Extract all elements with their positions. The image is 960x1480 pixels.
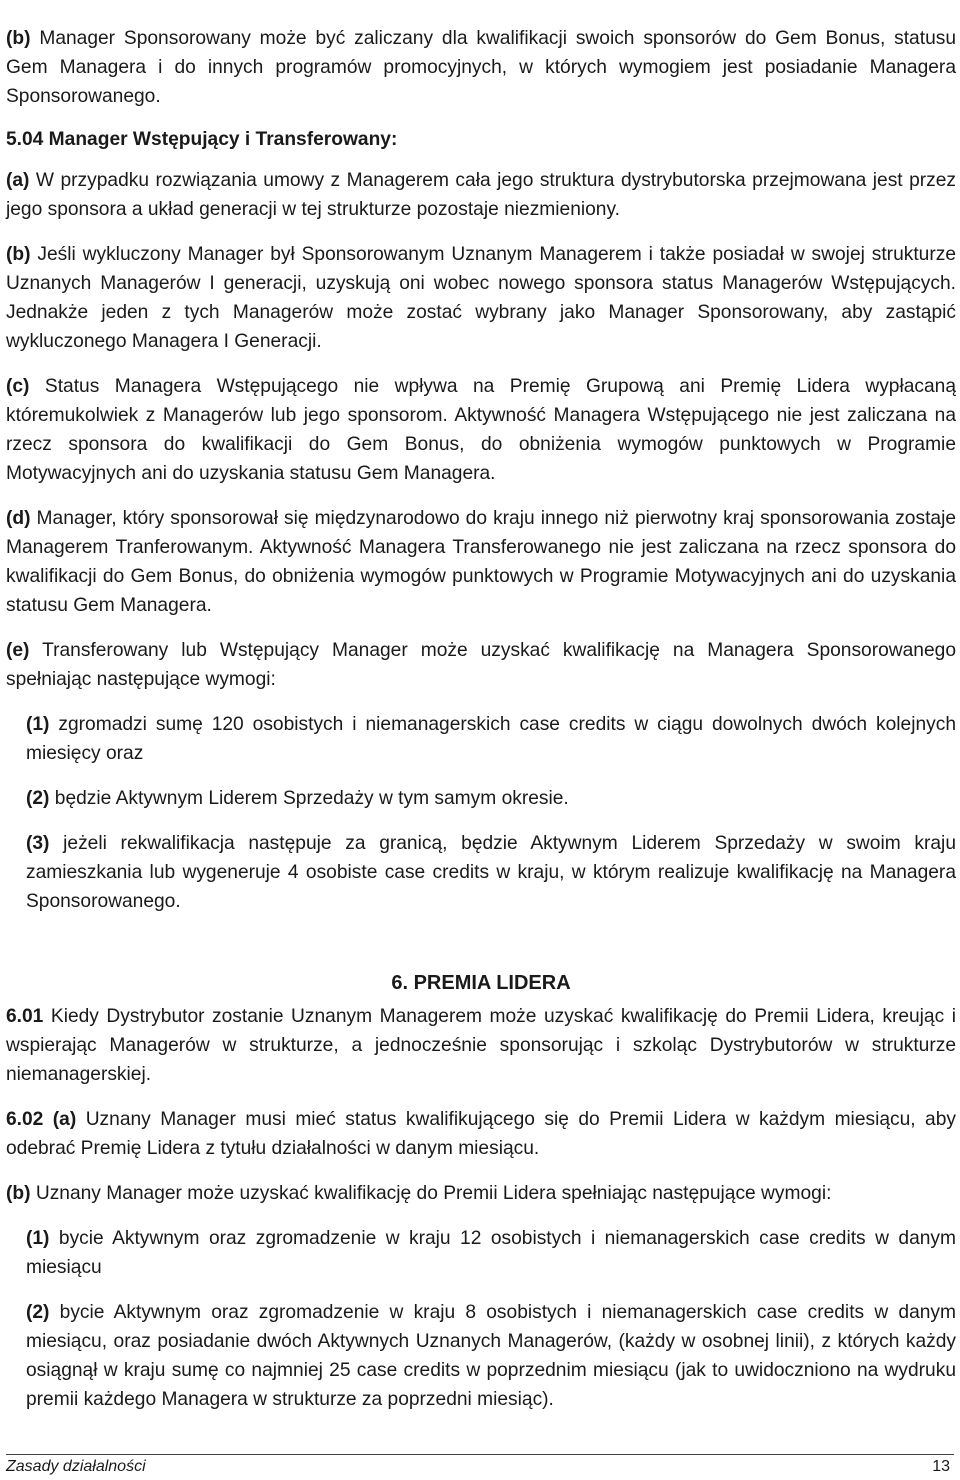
list-item-e1 bbox=[6, 710, 956, 768]
item-label: (c) bbox=[6, 376, 30, 397]
item-label: (2) bbox=[26, 1302, 50, 1323]
item-label: 6.02 (a) bbox=[6, 1109, 77, 1130]
list-item-b2 bbox=[6, 1298, 956, 1414]
paragraph-text: Manager Sponsorowany może być zaliczany dla kwalifikacji swoich sponsorów do Gem Bonus, statusu Gem Managera i do innych programów promocyjnych, w których wymogiem jest posiadanie Managera Sponsorowanego. bbox=[6, 28, 956, 107]
paragraph-text: Jeśli wykluczony Manager był Sponsorowanym Uznanym Managerem i także posiadał w swojej strukturze Uznanych Managerów I generacji, uzyskują oni wobec nowego sponsora status Managerów Wstępujących. Jednakże jeden z tych Managerów może zostać wybrany jako Manager Sponsorowany, aby zastąpić wykluczonego Managera I Generacji. bbox=[6, 244, 956, 352]
list-item-text: bycie Aktywnym oraz zgromadzenie w kraju 12 osobistych i niemanagerskich case credits w danym miesiącu bbox=[26, 1228, 956, 1278]
item-label: (e) bbox=[6, 640, 30, 661]
paragraph-504b bbox=[6, 240, 956, 356]
paragraph-text: Transferowany lub Wstępujący Manager może uzyskać kwalifikację na Managera Sponsorowanego spełniając następujące wymogi: bbox=[6, 640, 956, 690]
paragraph-504e bbox=[6, 636, 956, 694]
item-label: (1) bbox=[26, 714, 50, 735]
paragraph-504d bbox=[6, 504, 956, 620]
paragraph-text: Status Managera Wstępującego nie wpływa na Premię Grupową ani Premię Lidera wypłacaną któremukolwiek z Managerów lub jego sponsorom. Aktywność Managera Wstępującego nie jest zaliczana na rzecz sponsora do kwalifikacji do Gem Bonus, do obniżenia wymogów punktowych w Programie Motywacyjnych ani do uzyskania statusu Gem Managera. bbox=[6, 376, 956, 484]
item-label: 6.01 bbox=[6, 1006, 44, 1027]
page-number: 13 bbox=[932, 1458, 950, 1475]
list-item-text: będzie Aktywnym Liderem Sprzedaży w tym samym okresie. bbox=[49, 788, 569, 809]
item-label: (a) bbox=[6, 170, 30, 191]
list-item-b1 bbox=[6, 1224, 956, 1282]
paragraph-b-intro bbox=[6, 24, 956, 111]
item-label: (2) bbox=[26, 788, 50, 809]
paragraph-text: Kiedy Dystrybutor zostanie Uznanym Managerem może uzyskać kwalifikację do Premii Lidera, kreując i wspierając Managerów w strukturze, a jednocześnie sponsorując i szkoląc Dystrybutorów w strukturze niemanagerskiej. bbox=[6, 1006, 956, 1085]
item-label: (b) bbox=[6, 244, 31, 265]
item-label: (3) bbox=[26, 833, 50, 854]
page-footer bbox=[6, 1454, 954, 1479]
item-label: (b) bbox=[6, 28, 31, 49]
section-heading-504: 5.04 Manager Wstępujący i Transferowany: bbox=[6, 129, 398, 150]
paragraph-602b bbox=[6, 1179, 956, 1208]
paragraph-text: Manager, który sponsorował się międzynarodowo do kraju innego niż pierwotny kraj sponsorowania zostaje Managerem Tranferowanym. Aktywność Managera Transferowanego nie jest zaliczana na rzecz sponsora do kwalifikacji do Gem Bonus, do obniżenia wymogów punktowych w Programie Motywacyjnych ani do uzyskania statusu Gem Managera. bbox=[6, 508, 956, 616]
list-item-text: jeżeli rekwalifikacja następuje za granicą, będzie Aktywnym Liderem Sprzedaży w swoim kraju zamieszkania lub wygeneruje 4 osobiste case credits w kraju, w którym realizuje kwalifikację na Managera Sponsorowanego. bbox=[26, 833, 956, 912]
list-item-text: zgromadzi sumę 120 osobistych i niemanagerskich case credits w ciągu dowolnych dwóch kolejnych miesięcy oraz bbox=[26, 714, 956, 764]
section-heading-6: 6. PREMIA LIDERA bbox=[391, 972, 571, 994]
paragraph-602a bbox=[6, 1105, 956, 1163]
item-label: (1) bbox=[26, 1228, 50, 1249]
section-spacer bbox=[6, 916, 956, 968]
paragraph-text: Uznany Manager musi mieć status kwalifikującego się do Premii Lidera w każdym miesiącu, aby odebrać Premię Lidera z tytułu działalności w danym miesiącu. bbox=[6, 1109, 956, 1159]
paragraph-601 bbox=[6, 1002, 956, 1089]
item-label: (d) bbox=[6, 508, 31, 529]
paragraph-text: W przypadku rozwiązania umowy z Managerem cała jego struktura dystrybutorska przejmowana jest przez jego sponsora a układ generacji w tej strukturze pozostaje niezmieniony. bbox=[6, 170, 956, 220]
paragraph-504c bbox=[6, 372, 956, 488]
list-item-e2 bbox=[6, 784, 956, 813]
paragraph-text: Uznany Manager może uzyskać kwalifikację do Premii Lidera spełniając następujące wymogi: bbox=[30, 1183, 832, 1204]
paragraph-504a bbox=[6, 166, 956, 224]
item-label: (b) bbox=[6, 1183, 31, 1204]
footer-document-title: Zasady działalności bbox=[6, 1458, 146, 1475]
list-item-text: bycie Aktywnym oraz zgromadzenie w kraju 8 osobistych i niemanagerskich case credits w danym miesiącu, oraz posiadanie dwóch Aktywnych Uznanych Managerów, (każdy w osobnej linii), z których każdy osiągnął w kraju sumę co najmniej 25 case credits w poprzednim miesiącu (jak to uwidoczniono na wydruku premii każdego Managera w strukturze za poprzedni miesiąc). bbox=[26, 1302, 956, 1410]
document-page bbox=[6, 24, 956, 1414]
list-item-e3 bbox=[6, 829, 956, 916]
